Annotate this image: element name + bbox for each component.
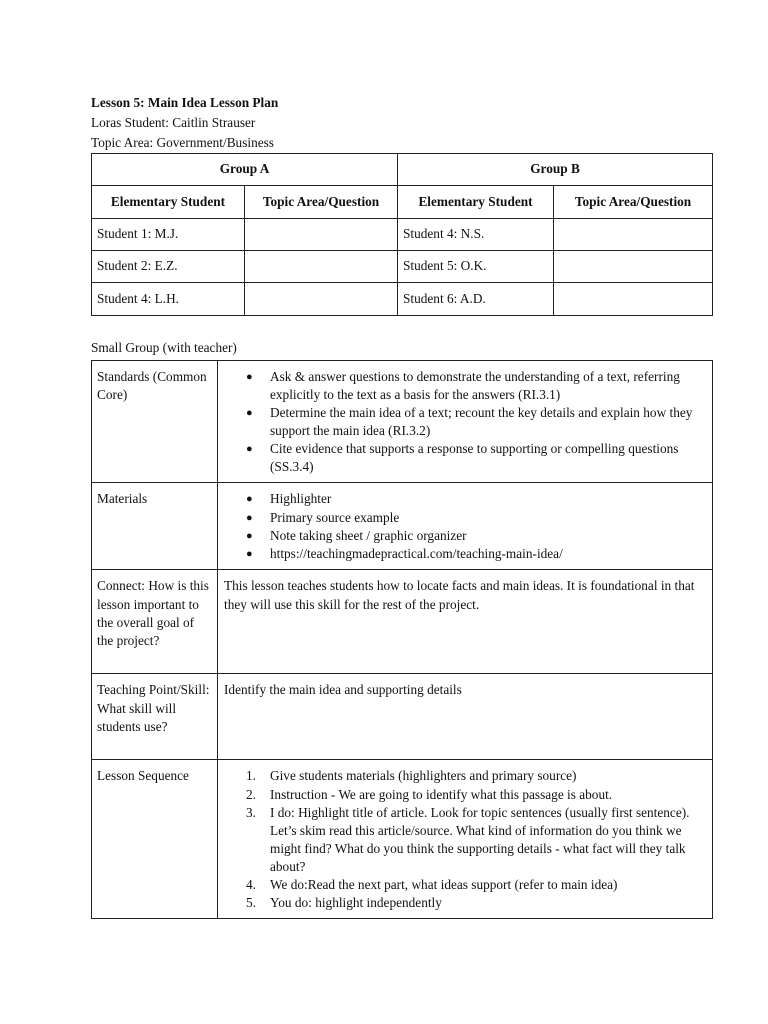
standards-list: [224, 368, 706, 476]
teaching-point-row: [92, 674, 713, 760]
topic-cell: [554, 219, 713, 251]
materials-row: [92, 483, 713, 570]
standards-label: Standards (Common Core): [92, 361, 218, 483]
student-cell: Student 5: O.K.: [398, 251, 554, 283]
lesson-sequence-list: [224, 767, 706, 912]
list-item: ● https://teachingmadepractical.com/teaching-main-idea/: [270, 545, 706, 563]
list-item: ● Cite evidence that supports a response to supporting or compelling questions (SS.3.4): [270, 440, 706, 476]
table-row: [92, 219, 713, 251]
list-item: ● Primary source example: [270, 509, 706, 527]
lesson-sequence-row: [92, 760, 713, 919]
topic-cell: [245, 251, 398, 283]
group-b-header: Group B: [398, 154, 713, 186]
lesson-sequence-label: Lesson Sequence: [92, 760, 218, 919]
topic-area-line: Topic Area: Government/Business: [91, 135, 274, 150]
list-item: Instruction - We are going to identify what this passage is about.: [270, 786, 613, 802]
column-header: Topic Area/Question: [245, 186, 398, 219]
list-item: I do: Highlight title of article. Look for topic sentences (usually first sentence). Let’s skim read this article/source. What kind of information do you think we might find? What do you think the supporting details - what fact will they talk about?: [270, 804, 690, 874]
document-title: Lesson 5: Main Idea Lesson Plan: [91, 95, 279, 110]
topic-cell: [245, 219, 398, 251]
list-item: ● Highlighter: [270, 490, 706, 508]
lesson-plan-document: [91, 93, 712, 919]
student-cell: Student 1: M.J.: [92, 219, 245, 251]
topic-cell: [554, 251, 713, 283]
small-group-label: Small Group (with teacher): [91, 340, 237, 355]
group-a-header: Group A: [92, 154, 398, 186]
list-item: ● Note taking sheet / graphic organizer: [270, 527, 706, 545]
table-row: [92, 283, 713, 316]
lesson-plan-table: [91, 360, 713, 919]
connect-label: Connect: How is this lesson important to the overall goal of the project?: [92, 570, 218, 674]
teaching-point-text: Identify the main idea and supporting details: [218, 674, 713, 760]
materials-label: Materials: [92, 483, 218, 570]
column-header: Topic Area/Question: [554, 186, 713, 219]
column-header: Elementary Student: [398, 186, 554, 219]
topic-cell: [245, 283, 398, 316]
groups-table: [91, 153, 713, 316]
student-cell: Student 6: A.D.: [398, 283, 554, 316]
topic-cell: [554, 283, 713, 316]
connect-row: [92, 570, 713, 674]
list-item: ● Ask & answer questions to demonstrate the understanding of a text, referring explicitly to the text as a basis for the answers (RI.3.1): [270, 368, 706, 404]
teaching-point-label: Teaching Point/Skill: What skill will students use?: [92, 674, 218, 760]
materials-list: [224, 490, 706, 562]
list-item: You do: highlight independently: [270, 895, 442, 911]
student-cell: Student 4: N.S.: [398, 219, 554, 251]
list-item: ● Determine the main idea of a text; recount the key details and explain how they support the main idea (RI.3.2): [270, 404, 706, 440]
student-cell: Student 2: E.Z.: [92, 251, 245, 283]
list-item: Give students materials (highlighters and primary source): [270, 768, 577, 784]
standards-row: [92, 361, 713, 483]
list-item: We do:Read the next part, what ideas support (refer to main idea): [270, 876, 618, 892]
table-row: [92, 251, 713, 283]
loras-student-line: Loras Student: Caitlin Strauser: [91, 115, 256, 130]
column-header: Elementary Student: [92, 186, 245, 219]
student-cell: Student 4: L.H.: [92, 283, 245, 316]
connect-text: This lesson teaches students how to locate facts and main ideas. It is foundational in that they will use this skill for the rest of the project.: [218, 570, 713, 674]
